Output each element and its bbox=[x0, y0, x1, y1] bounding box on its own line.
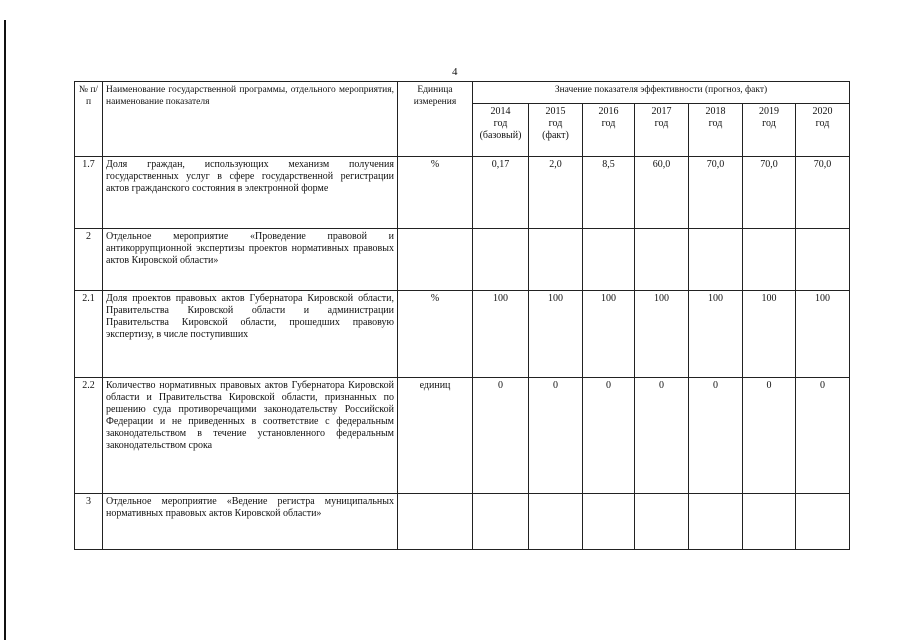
row-value: 70,0 bbox=[743, 157, 796, 229]
header-unit: Единица измерения bbox=[398, 82, 473, 157]
table-row bbox=[75, 494, 850, 550]
row-num: 3 bbox=[75, 494, 103, 550]
row-unit: % bbox=[398, 157, 473, 229]
row-num: 2.1 bbox=[75, 291, 103, 378]
row-value: 0 bbox=[796, 378, 850, 494]
row-value: 0 bbox=[583, 378, 635, 494]
row-value: 60,0 bbox=[635, 157, 689, 229]
row-num: 2.2 bbox=[75, 378, 103, 494]
row-value bbox=[743, 229, 796, 291]
row-value: 0 bbox=[635, 378, 689, 494]
left-margin-line bbox=[4, 20, 6, 640]
table-row bbox=[75, 157, 850, 229]
indicators-table bbox=[74, 81, 850, 550]
row-name: Отдельное мероприятие «Проведение правовой и антикоррупционной экспертизы проектов нормативных правовых актов Кировской области» bbox=[103, 229, 398, 291]
row-unit bbox=[398, 229, 473, 291]
row-value bbox=[635, 229, 689, 291]
row-name: Доля проектов правовых актов Губернатора Кировской области, Правительства Кировской области и администрации Правительства Кировской области, прошедших правовую экспертизу, в числе поступивших bbox=[103, 291, 398, 378]
row-value: 70,0 bbox=[689, 157, 743, 229]
header-num: № п/п bbox=[75, 82, 103, 157]
row-value: 100 bbox=[635, 291, 689, 378]
row-name: Отдельное мероприятие «Ведение регистра муниципальных нормативных правовых актов Кировской области» bbox=[103, 494, 398, 550]
row-value bbox=[689, 229, 743, 291]
row-name: Количество нормативных правовых актов Губернатора Кировской области и Правительства Кировской области, признанных по решению суда противоречащими законодательству Российской Федерации и не приведенных в соответствие с федеральным законодательством в течение установленного федеральным законодательством срока bbox=[103, 378, 398, 494]
year-header: 2014 год (базовый) bbox=[473, 104, 529, 157]
row-unit bbox=[398, 494, 473, 550]
row-value: 0 bbox=[473, 378, 529, 494]
row-value bbox=[529, 494, 583, 550]
row-value bbox=[689, 494, 743, 550]
row-value: 100 bbox=[529, 291, 583, 378]
row-value: 8,5 bbox=[583, 157, 635, 229]
table-row bbox=[75, 291, 850, 378]
row-value: 100 bbox=[473, 291, 529, 378]
row-value bbox=[473, 229, 529, 291]
page-number: 4 bbox=[452, 66, 458, 78]
header-name: Наименование государственной программы, отдельного мероприятия, наименование показателя bbox=[103, 82, 398, 157]
row-value: 0 bbox=[689, 378, 743, 494]
row-value: 100 bbox=[796, 291, 850, 378]
year-header: 2018 год bbox=[689, 104, 743, 157]
header-values: Значение показателя эффективности (прогноз, факт) bbox=[473, 82, 850, 104]
row-value: 100 bbox=[743, 291, 796, 378]
row-value: 2,0 bbox=[529, 157, 583, 229]
year-header: 2015 год (факт) bbox=[529, 104, 583, 157]
year-header: 2016 год bbox=[583, 104, 635, 157]
row-value bbox=[796, 229, 850, 291]
row-value: 100 bbox=[583, 291, 635, 378]
row-value: 0 bbox=[529, 378, 583, 494]
row-value bbox=[796, 494, 850, 550]
row-value bbox=[743, 494, 796, 550]
row-unit: % bbox=[398, 291, 473, 378]
row-value bbox=[635, 494, 689, 550]
row-value bbox=[529, 229, 583, 291]
row-num: 2 bbox=[75, 229, 103, 291]
row-value: 70,0 bbox=[796, 157, 850, 229]
row-value: 100 bbox=[689, 291, 743, 378]
row-num: 1.7 bbox=[75, 157, 103, 229]
year-header: 2017 год bbox=[635, 104, 689, 157]
row-value: 0,17 bbox=[473, 157, 529, 229]
row-unit: единиц bbox=[398, 378, 473, 494]
row-value: 0 bbox=[743, 378, 796, 494]
row-value bbox=[583, 494, 635, 550]
year-header: 2020 год bbox=[796, 104, 850, 157]
table-row bbox=[75, 229, 850, 291]
year-header: 2019 год bbox=[743, 104, 796, 157]
row-value bbox=[473, 494, 529, 550]
row-value bbox=[583, 229, 635, 291]
row-name: Доля граждан, использующих механизм получения государственных услуг в сфере государственной регистрации актов гражданского состояния в электронной форме bbox=[103, 157, 398, 229]
table-row bbox=[75, 378, 850, 494]
